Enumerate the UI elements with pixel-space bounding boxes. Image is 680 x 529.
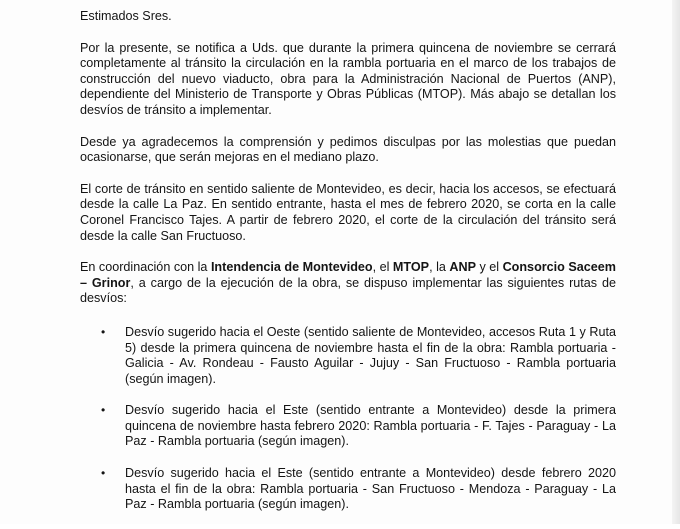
intendencia-name: Intendencia de Montevideo [210, 260, 373, 275]
bullet-icon: • [101, 466, 106, 481]
list-item-detour-east-until-feb [80, 403, 616, 450]
paragraph-closure-notice: Por la presente, se notifica a Uds. que durante la primera quincena de noviembre se cerrará completamente al tránsito la circulación en la rambla portuaria en el marco de los trabajos de construcción del nuevo viaducto, obra para la Administración Nacional de Puertos (ANP), dependiente del Ministerio de Transporte y Obras Públicas (MTOP). Más abajo se detallan los desvíos de tránsito a implementar. [80, 40, 616, 117]
detour-list [80, 325, 616, 513]
mtop-name: MTOP [392, 260, 430, 275]
coordination-text-4: y el [475, 260, 503, 275]
greeting: Estimados Sres. [80, 9, 172, 23]
detour-east-from-feb-text: Desvío sugerido hacia el Este (sentido entrante a Montevideo) desde febrero 2020 hasta el fin de la obra: Rambla portuaria - San Fructuoso - Mendoza - Paraguay - La Paz - Rambla portuaria (según imagen). [125, 466, 616, 512]
paragraph-apology: Desde ya agradecemos la comprensión y pedimos disculpas por las molestias que puedan ocasionarse, que serán mejoras en el mediano plazo. [80, 134, 616, 165]
coordination-text-2: , el [372, 260, 393, 275]
coordination-text-3: , la [429, 260, 450, 275]
list-item-detour-west [80, 325, 616, 387]
bullet-icon: • [101, 324, 106, 339]
paragraph-traffic-cut: El corte de tránsito en sentido saliente de Montevideo, es decir, hacia los accesos, se efectuará desde la calle La Paz. En sentido entrante, hasta el mes de febrero 2020, se corta en la calle Coronel Francisco Tajes. A partir de febrero 2020, el corte de la circulación del tránsito será desde la calle San Fructuoso. [80, 181, 616, 243]
consortium-name: Consorcio Saceem – Grinor [80, 260, 616, 290]
list-item-detour-east-from-feb [80, 466, 616, 513]
coordination-text-5: , a cargo de la ejecución de la obra, se dispuso implementar las siguientes rutas de desvíos: [80, 275, 616, 306]
bullet-icon: • [101, 403, 106, 418]
anp-name: ANP [449, 260, 476, 275]
letter-body [80, 9, 616, 529]
page-edge-shadow [672, 0, 680, 524]
coordination-text-1: En coordinación con la [80, 260, 211, 275]
detour-east-until-feb-text: Desvío sugerido hacia el Este (sentido entrante a Montevideo) desde la primera quincena de noviembre hasta febrero 2020: Rambla portuaria - F. Tajes - Paraguay - La Paz - Rambla portuaria (según imagen). [125, 403, 616, 449]
paragraph-coordination [80, 260, 616, 307]
detour-west-text: Desvío sugerido hacia el Oeste (sentido saliente de Montevideo, accesos Ruta 1 y Ruta 5) desde la primera quincena de noviembre hasta el fin de la obra: Rambla portuaria - Galicia - Av. Rondeau - Fausto Aguilar - Jujuy - San Fructuoso - Rambla portuaria (según imagen). [125, 324, 616, 386]
